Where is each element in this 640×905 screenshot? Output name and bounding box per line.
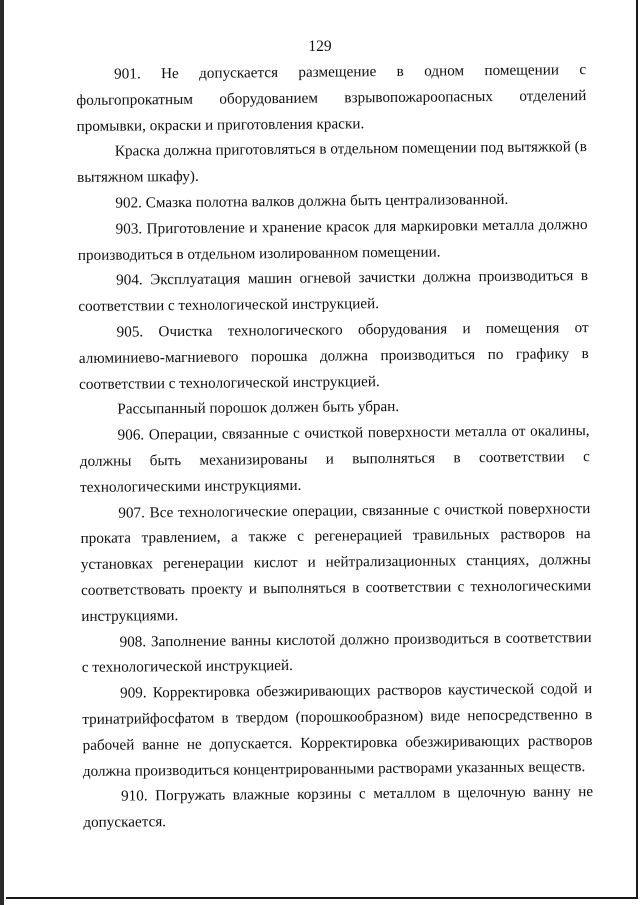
paragraph-909: 909. Корректировка обезжиривающих растворов каустической содой и тринатрийфосфатом в твердом (порошкообразном) виде непосредственно в рабочей ванне не допускается. Корректировка обезжиривающих растворов должна производиться концентрированными растворами указанных веществ.: [82, 680, 593, 780]
paragraph-910: 910. Погружать влажные корзины с металлом в щелочную ванну не допускается.: [83, 783, 594, 832]
page-number: 129: [308, 38, 332, 55]
scan-edge: [0, 0, 4, 905]
paragraph-907: 907. Все технологические операции, связанные с очисткой поверхности проката травлением, а также с регенерацией травильных растворов на установках регенерации кислот и нейтрализационных станциях, должны соответствовать проекту и выполняться в соответствии с технологическими инструкциями.: [80, 499, 592, 625]
paragraph-901: 901. Не допускается размещение в одном помещении с фольгопрокатным оборудованием взрывопожароопасных отделений промывки, окраски и приготовления краски.: [76, 61, 587, 135]
paragraph-903: 903. Приготовление и хранение красок для маркировки металла должно производиться в отдельном изолированном помещении.: [77, 215, 588, 264]
paragraph-908: 908. Заполнение ванны кислотой должно производиться в соответствии с технологической инструкцией.: [81, 628, 592, 677]
paragraph-906: 906. Операции, связанные с очисткой поверхности металла от окалины, должны быть механизированы и выполняться в соответствии с технологическими инструкциями.: [79, 422, 590, 496]
document-body: [76, 57, 593, 836]
paragraph-901-note: Краска должна приготовляться в отдельном помещении под вытяжкой (в вытяжном шкафу).: [77, 138, 587, 187]
paragraph-904: 904. Эксплуатация машин огневой зачистки должна производиться в соответствии с технологической инструкцией.: [78, 267, 589, 316]
paragraph-905: 905. Очистка технологического оборудования и помещения от алюминиево-магниевого порошка должна производиться по графику в соответствии с технологической инструкцией.: [78, 319, 589, 393]
paragraph-902: 902. Смазка полотна валков должна быть централизованной.: [115, 190, 509, 212]
paragraph-905-note: Рассыпанный порошок должен быть убран.: [117, 398, 400, 418]
